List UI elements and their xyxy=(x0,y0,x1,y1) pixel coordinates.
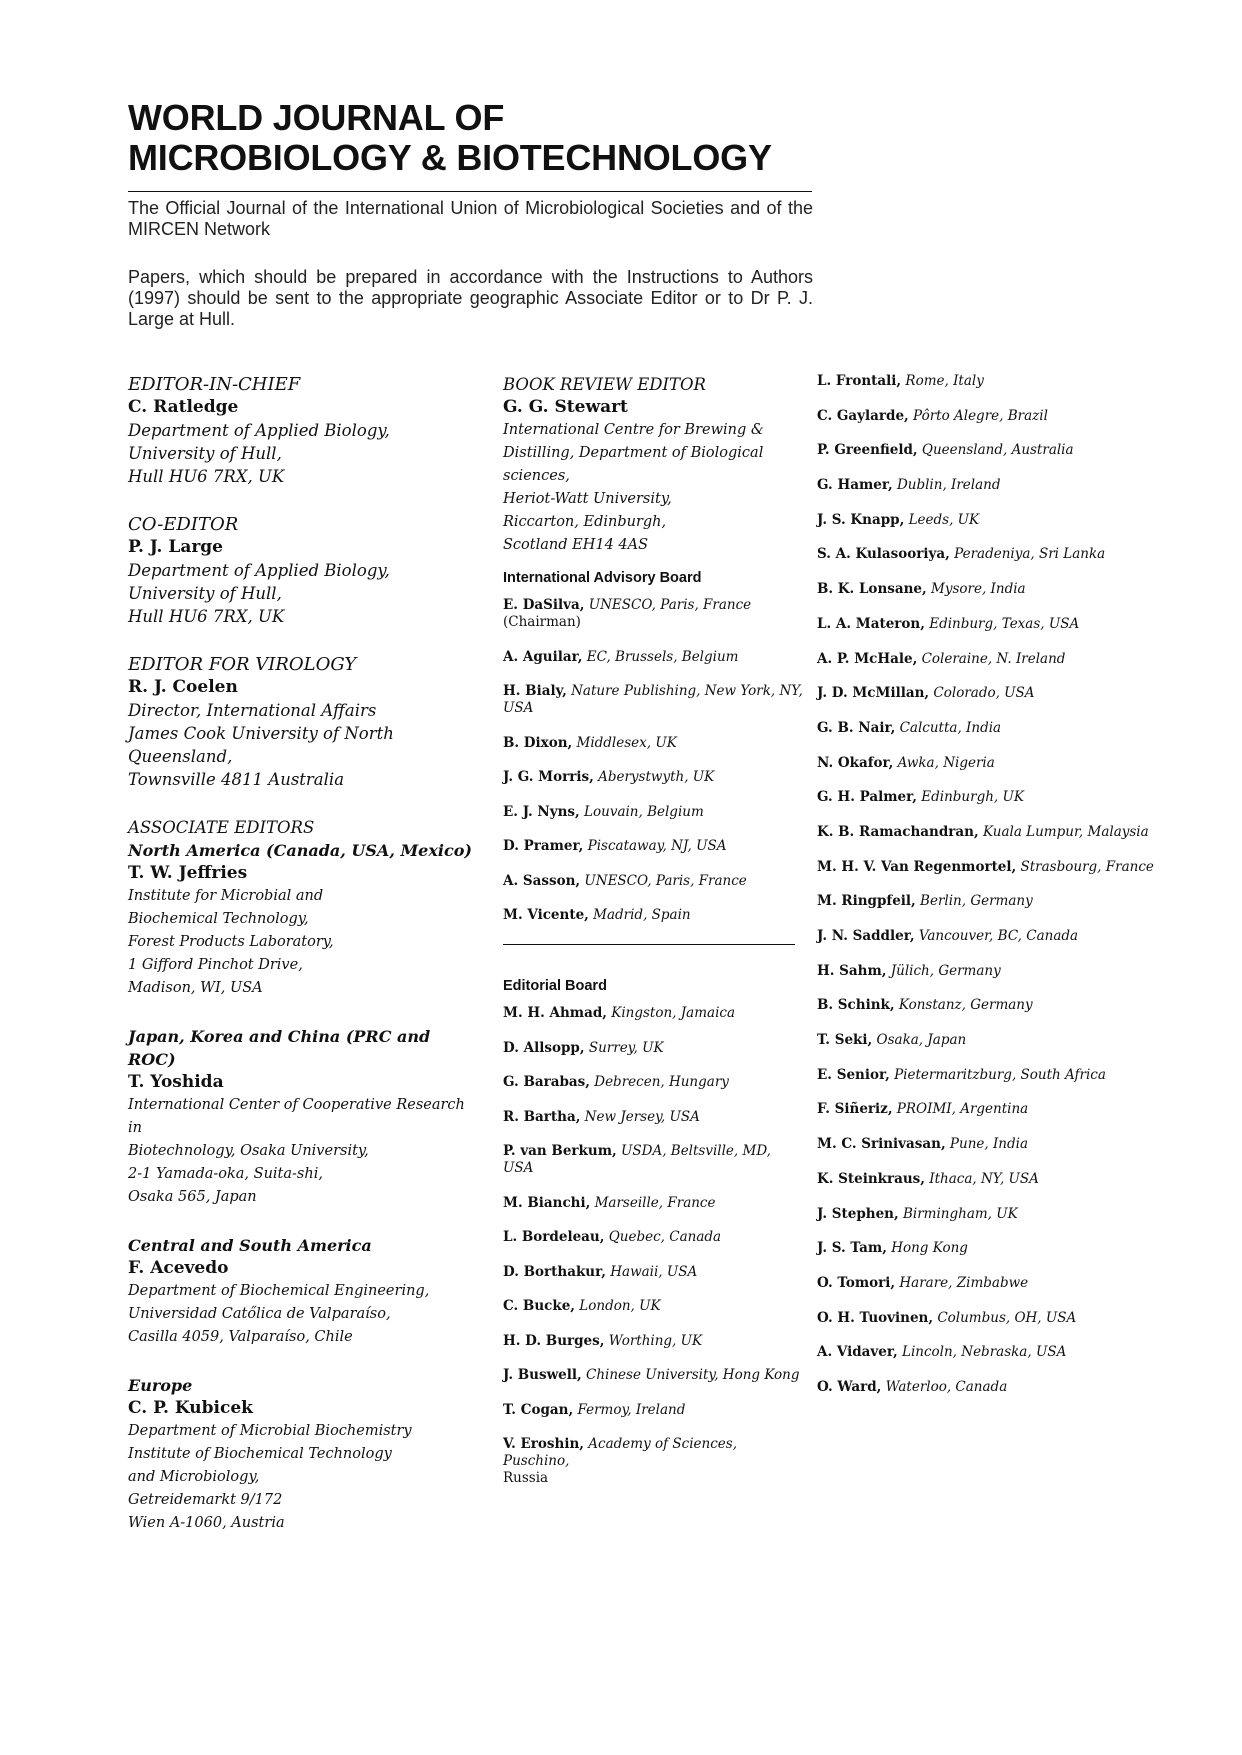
board-member xyxy=(503,1333,803,1350)
member-location: Worthing, UK xyxy=(604,1332,703,1349)
member-location: New Jersey, USA xyxy=(580,1108,700,1125)
board-member xyxy=(503,1298,803,1315)
member-name: D. Borthakur, xyxy=(503,1263,606,1280)
member-name: G. Barabas, xyxy=(503,1074,590,1090)
region-label: North America (Canada, USA, Mexico) xyxy=(128,841,472,860)
board-member xyxy=(503,1143,803,1177)
section-heading: CO-EDITOR xyxy=(128,514,239,535)
member-name: G. Hamer, xyxy=(817,477,893,494)
address-line: Heriot-Watt University, xyxy=(503,491,672,507)
member-location: Kingston, Jamaica xyxy=(606,1005,735,1021)
member-location: Harare, Zimbabwe xyxy=(895,1274,1029,1291)
member-name: O. Ward, xyxy=(817,1378,882,1395)
editor-name: C. P. Kubicek xyxy=(128,1398,253,1418)
board-member xyxy=(503,1264,803,1281)
board-member xyxy=(503,1040,803,1057)
member-location: Chinese University, Hong Kong xyxy=(581,1367,800,1383)
member-location: Mysore, India xyxy=(926,581,1026,598)
member-location: Aberystwyth, UK xyxy=(593,769,715,785)
section-heading: EDITOR-IN-CHIEF xyxy=(128,374,301,395)
address-line: Hull HU6 7RX, UK xyxy=(128,607,285,626)
associate-editor-europe xyxy=(128,1374,473,1535)
member-location: Leeds, UK xyxy=(904,511,980,528)
member-name: H. Bialy, xyxy=(503,683,567,699)
board-member xyxy=(503,907,803,924)
virology-editor-section xyxy=(128,653,473,791)
editor-name: F. Acevedo xyxy=(128,1258,229,1278)
member-location: Waterloo, Canada xyxy=(881,1378,1008,1395)
member-location: Awka, Nigeria xyxy=(893,754,995,771)
member-name: G. B. Nair, xyxy=(817,719,896,736)
board-member xyxy=(503,1195,803,1212)
member-location: Surrey, UK xyxy=(584,1039,664,1056)
member-name: D. Allsopp, xyxy=(503,1039,585,1056)
member-name: M. Vicente, xyxy=(503,907,589,923)
board-member xyxy=(817,1344,1217,1361)
boards-column xyxy=(503,373,803,1505)
member-name: F. Siñeriz, xyxy=(817,1101,893,1118)
board-member xyxy=(817,685,1217,702)
board-member xyxy=(817,373,1217,390)
editors-column xyxy=(128,373,473,1535)
member-location: Coleraine, N. Ireland xyxy=(917,650,1066,667)
address-line: Madison, WI, USA xyxy=(128,980,263,996)
member-location: Vancouver, BC, Canada xyxy=(914,928,1079,944)
member-location: Academy of Sciences, Puschino, xyxy=(503,1436,737,1469)
associate-editor-north-america xyxy=(128,839,473,1000)
member-location: Pune, India xyxy=(945,1136,1029,1153)
co-editor-section xyxy=(128,513,473,628)
address-line: Director, International Affairs xyxy=(128,701,377,720)
section-heading: BOOK REVIEW EDITOR xyxy=(503,375,706,394)
board-member xyxy=(817,963,1217,980)
member-name: E. Senior, xyxy=(817,1066,890,1083)
address-line: Universidad Catőlica de Valparaíso, xyxy=(128,1306,391,1322)
member-name: J. Buswell, xyxy=(503,1367,582,1383)
board-member xyxy=(817,1067,1217,1084)
member-name: A. Sasson, xyxy=(503,872,581,889)
region-label: Central and South America xyxy=(128,1236,372,1255)
address-line: Institute for Microbial and xyxy=(128,888,324,904)
address-line: Riccarton, Edinburgh, xyxy=(503,514,667,530)
member-name: O. Tomori, xyxy=(817,1274,896,1291)
journal-title xyxy=(128,98,828,178)
journal-title-line1: WORLD JOURNAL OF xyxy=(128,97,505,138)
board-member xyxy=(817,755,1217,772)
region-label: Europe xyxy=(128,1376,193,1395)
member-name: N. Okafor, xyxy=(817,754,894,771)
member-name: J. G. Morris, xyxy=(503,769,594,785)
board-member xyxy=(817,893,1217,910)
section-heading: EDITOR FOR VIROLOGY xyxy=(128,654,357,675)
editor-name: R. J. Coelen xyxy=(128,677,238,697)
board-member xyxy=(817,442,1217,459)
board-member xyxy=(817,1275,1217,1292)
member-location: Pôrto Alegre, Brazil xyxy=(908,407,1048,424)
journal-subtitle: The Official Journal of the International Union of Microbiological Societies and of the MIRCEN Network xyxy=(128,198,813,239)
board-member xyxy=(503,1229,803,1246)
board-member xyxy=(503,683,803,717)
member-name: M. H. V. Van Regenmortel, xyxy=(817,858,1017,875)
member-location: Quebec, Canada xyxy=(604,1229,722,1245)
member-name: J. N. Saddler, xyxy=(817,928,915,944)
address-line: Casilla 4059, Valparaíso, Chile xyxy=(128,1329,353,1345)
member-name: S. A. Kulasooriya, xyxy=(817,546,950,563)
board-member xyxy=(817,512,1217,529)
member-name: T. Seki, xyxy=(817,1032,873,1049)
advisory-board-heading: International Advisory Board xyxy=(503,570,702,586)
member-name: T. Cogan, xyxy=(503,1401,574,1418)
member-name: J. S. Knapp, xyxy=(817,511,905,528)
board-member xyxy=(503,1005,803,1022)
member-location: Colorado, USA xyxy=(929,685,1035,702)
member-location: Peradeniya, Sri Lanka xyxy=(949,546,1106,563)
member-location: Debrecen, Hungary xyxy=(589,1074,729,1090)
associate-editor-south-america xyxy=(128,1234,473,1349)
address-line: 1 Gifford Pinchot Drive, xyxy=(128,957,303,973)
member-name: A. Aguilar, xyxy=(503,648,583,665)
board-member xyxy=(503,804,803,821)
member-note: Russia xyxy=(503,1470,549,1486)
member-location: USDA, Beltsville, MD, USA xyxy=(503,1143,771,1176)
section-heading: ASSOCIATE EDITORS xyxy=(128,818,315,837)
member-location: UNESCO, Paris, France xyxy=(580,872,747,889)
member-location: Birmingham, UK xyxy=(898,1205,1018,1222)
editorial-board-list xyxy=(503,1005,803,1487)
member-location: Calcutta, India xyxy=(895,719,1002,736)
address-line: 2-1 Yamada-oka, Suita-shi, xyxy=(128,1166,323,1182)
board-member xyxy=(817,1240,1217,1257)
member-location: Strasbourg, France xyxy=(1016,858,1154,875)
member-name: L. Bordeleau, xyxy=(503,1229,605,1245)
member-name: B. K. Lonsane, xyxy=(817,581,927,598)
journal-title-line2: MICROBIOLOGY & BIOTECHNOLOGY xyxy=(128,137,772,178)
member-name: M. Ringpfeil, xyxy=(817,893,916,910)
editorial-board-heading: Editorial Board xyxy=(503,978,607,994)
submission-instructions: Papers, which should be prepared in accordance with the Instructions to Authors (1997) should be sent to the appropriate geographic Associate Editor or to Dr P. J. Large at Hull. xyxy=(128,267,813,329)
member-name: P. Greenfield, xyxy=(817,442,918,459)
board-member xyxy=(817,651,1217,668)
board-member xyxy=(503,1402,803,1419)
board-member xyxy=(817,1206,1217,1223)
board-member xyxy=(503,1436,803,1487)
member-location: Piscataway, NJ, USA xyxy=(583,838,727,854)
board-member xyxy=(817,720,1217,737)
board-member xyxy=(817,1379,1217,1396)
member-location: Edinburg, Texas, USA xyxy=(924,615,1080,632)
board-member xyxy=(817,1101,1217,1118)
member-name: M. Bianchi, xyxy=(503,1194,591,1211)
board-member xyxy=(503,1109,803,1126)
member-location: Rome, Italy xyxy=(901,373,984,389)
member-location: Edinburgh, UK xyxy=(916,789,1024,806)
editor-name: G. G. Stewart xyxy=(503,397,628,417)
address-line: University of Hull, xyxy=(128,584,282,603)
member-name: C. Gaylarde, xyxy=(817,407,909,424)
address-line: Osaka 565, Japan xyxy=(128,1189,257,1205)
editor-name: T. Yoshida xyxy=(128,1072,224,1092)
board-member xyxy=(817,824,1217,841)
member-location: Hong Kong xyxy=(886,1240,968,1257)
address-line: Institute of Biochemical Technology xyxy=(128,1446,392,1462)
advisory-board-list xyxy=(503,597,803,924)
member-location: Columbus, OH, USA xyxy=(933,1309,1077,1326)
member-location: Ithaca, NY, USA xyxy=(924,1170,1039,1187)
member-name: O. H. Tuovinen, xyxy=(817,1309,934,1326)
board-member xyxy=(817,928,1217,945)
title-rule xyxy=(128,191,812,192)
member-location: UNESCO, Paris, France xyxy=(584,597,752,613)
member-name: R. Bartha, xyxy=(503,1108,581,1125)
member-name: A. P. McHale, xyxy=(817,650,918,667)
board-member xyxy=(817,1136,1217,1153)
member-name: C. Bucke, xyxy=(503,1298,575,1314)
member-name: L. Frontali, xyxy=(817,373,902,389)
address-line: Department of Applied Biology, xyxy=(128,421,390,440)
member-name: H. Sahm, xyxy=(817,962,887,979)
address-line: Townsville 4811 Australia xyxy=(128,770,345,789)
member-name: J. Stephen, xyxy=(817,1205,899,1222)
address-line: Getreidemarkt 9/172 xyxy=(128,1492,283,1508)
member-name: K. Steinkraus, xyxy=(817,1170,925,1187)
board-member xyxy=(503,769,803,786)
address-line: Biotechnology, Osaka University, xyxy=(128,1143,369,1159)
editor-name: P. J. Large xyxy=(128,537,223,557)
member-location: Berlin, Germany xyxy=(915,893,1033,910)
address-line: Department of Applied Biology, xyxy=(128,561,390,580)
board-member xyxy=(817,859,1217,876)
address-line: International Center of Cooperative Research in xyxy=(128,1097,465,1136)
member-location: Queensland, Australia xyxy=(917,442,1074,459)
member-location: Hawaii, USA xyxy=(605,1263,698,1280)
address-line: Distilling, Department of Biological sciences, xyxy=(503,445,764,484)
member-location: Middlesex, UK xyxy=(572,734,677,751)
board-member xyxy=(503,1367,803,1384)
board-member xyxy=(817,1171,1217,1188)
member-location: London, UK xyxy=(575,1298,661,1314)
address-line: University of Hull, xyxy=(128,444,282,463)
region-label: Japan, Korea and China (PRC and ROC) xyxy=(128,1027,431,1069)
associate-editors-section xyxy=(128,816,473,1535)
member-name: B. Schink, xyxy=(817,997,895,1014)
board-member xyxy=(503,597,803,631)
associate-editor-asia xyxy=(128,1025,473,1209)
member-location: Nature Publishing, New York, NY, USA xyxy=(503,683,803,716)
member-name: E. J. Nyns, xyxy=(503,803,580,820)
editor-name: T. W. Jeffries xyxy=(128,863,248,883)
member-location: Osaka, Japan xyxy=(872,1032,967,1049)
editor-in-chief-section xyxy=(128,373,473,488)
editor-name: C. Ratledge xyxy=(128,397,239,417)
member-name: E. DaSilva, xyxy=(503,597,585,613)
member-location: Marseille, France xyxy=(590,1194,716,1211)
member-location: EC, Brussels, Belgium xyxy=(582,648,739,665)
address-line: International Centre for Brewing & xyxy=(503,422,764,438)
address-line: James Cook University of North Queensland, xyxy=(128,724,394,766)
member-location: Jülich, Germany xyxy=(886,962,1001,979)
board-member xyxy=(817,477,1217,494)
board-member xyxy=(503,735,803,752)
member-name: M. C. Srinivasan, xyxy=(817,1136,946,1153)
board-member xyxy=(817,997,1217,1014)
member-name: G. H. Palmer, xyxy=(817,789,917,806)
section-divider xyxy=(503,944,795,945)
member-name: J. S. Tam, xyxy=(817,1240,887,1257)
member-location: Konstanz, Germany xyxy=(894,997,1033,1014)
board-member xyxy=(817,789,1217,806)
board-member xyxy=(817,581,1217,598)
board-member xyxy=(817,616,1217,633)
board-member xyxy=(817,1032,1217,1049)
member-location: Pietermaritzburg, South Africa xyxy=(889,1066,1106,1083)
address-line: Forest Products Laboratory, xyxy=(128,934,334,950)
member-note: (Chairman) xyxy=(503,614,581,630)
address-line: Department of Biochemical Engineering, xyxy=(128,1283,430,1299)
member-name: M. H. Ahmad, xyxy=(503,1005,607,1021)
editorial-board-list xyxy=(817,373,1217,1396)
member-name: H. D. Burges, xyxy=(503,1332,605,1349)
board-member xyxy=(817,1310,1217,1327)
board-member xyxy=(503,649,803,666)
address-line: Scotland EH14 4AS xyxy=(503,537,649,553)
member-location: Lincoln, Nebraska, USA xyxy=(897,1344,1067,1361)
member-location: PROIMI, Argentina xyxy=(892,1101,1029,1118)
address-line: Wien A-1060, Austria xyxy=(128,1515,285,1531)
member-name: D. Pramer, xyxy=(503,838,584,854)
member-name: J. D. McMillan, xyxy=(817,685,930,702)
board-member xyxy=(503,1074,803,1091)
member-location: Dublin, Ireland xyxy=(892,477,1001,494)
member-location: Louvain, Belgium xyxy=(579,803,704,820)
member-name: P. van Berkum, xyxy=(503,1143,617,1159)
member-name: A. Vidaver, xyxy=(817,1344,898,1361)
member-location: Kuala Lumpur, Malaysia xyxy=(978,823,1149,840)
address-line: and Microbiology, xyxy=(128,1469,260,1485)
member-name: K. B. Ramachandran, xyxy=(817,823,979,840)
editorial-board-column-continued xyxy=(817,373,1217,1414)
address-line: Department of Microbial Biochemistry xyxy=(128,1423,412,1439)
address-line: Biochemical Technology, xyxy=(128,911,309,927)
member-name: L. A. Materon, xyxy=(817,615,925,632)
member-location: Madrid, Spain xyxy=(588,907,691,923)
address-line: Hull HU6 7RX, UK xyxy=(128,467,285,486)
member-name: B. Dixon, xyxy=(503,734,573,751)
book-review-editor-section xyxy=(503,373,803,557)
board-member xyxy=(503,838,803,855)
board-member xyxy=(817,546,1217,563)
board-member xyxy=(503,873,803,890)
member-location: Fermoy, Ireland xyxy=(573,1401,686,1418)
member-name: V. Eroshin, xyxy=(503,1436,584,1452)
board-member xyxy=(817,408,1217,425)
